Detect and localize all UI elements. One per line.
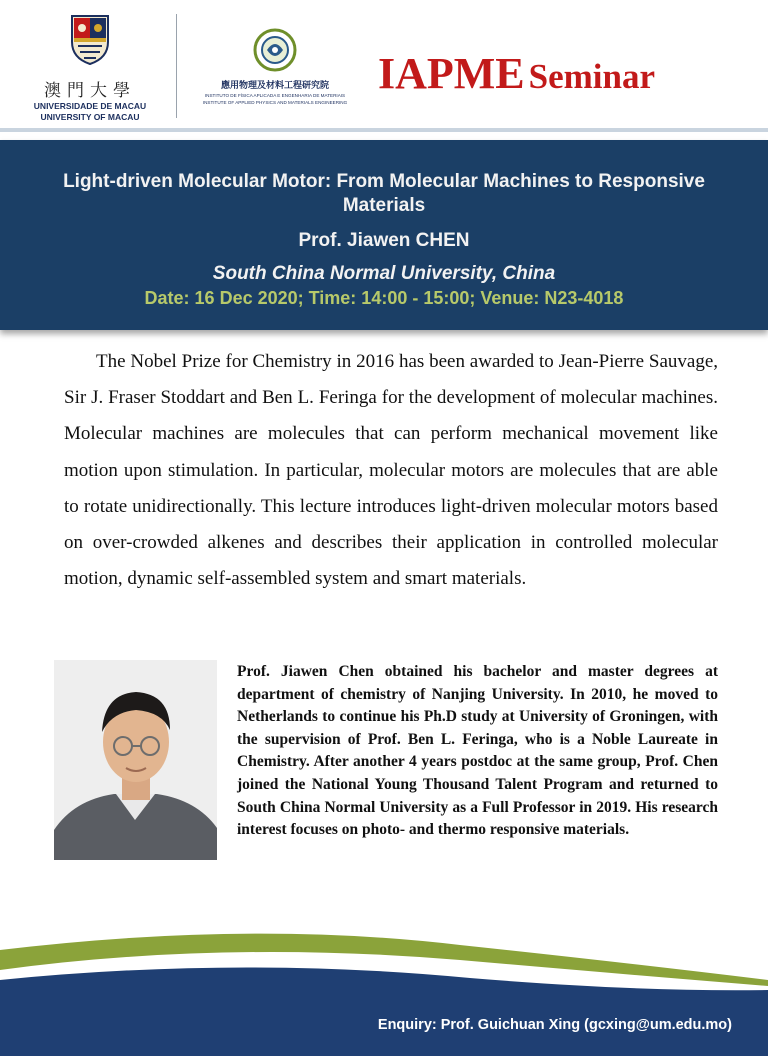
speaker-photo	[54, 660, 217, 860]
speaker-name: Prof. Jiawen CHEN	[298, 230, 470, 251]
header-rule	[0, 128, 768, 132]
um-chinese-name: 澳門大學	[44, 81, 136, 101]
iapme-chinese-name: 應用物理及材料工程研究院	[220, 81, 329, 91]
um-crest-icon	[68, 12, 112, 66]
talk-title: Light-driven Molecular Motor: From Molecular Machines to Responsive Materials	[63, 171, 705, 216]
poster-header	[0, 0, 768, 130]
iapme-emblem-icon	[253, 28, 297, 72]
speaker-affiliation: South China Normal University, China	[212, 263, 556, 284]
iapme-english-name: INSTITUTE OF APPLIED PHYSICS AND MATERIALS ENGINEERING	[202, 100, 348, 105]
abstract-text: The Nobel Prize for Chemistry in 2016 has been awarded to Jean-Pierre Sauvage, Sir J. Fraser Stoddart and Ben L. Feringa for the development of molecular machines. Molecular machines are molecules that can perform mechanical movement like motion upon stimulation. In particular, molecular motors are molecules that are able to rotate unidirectionally. This lecture introduces light-driven molecular motors based on over-crowded alkenes and describes their application in controlled molecular motion, dynamic self-assembled system and smart materials.	[64, 351, 718, 590]
seminar-title	[378, 48, 748, 99]
speaker-portrait-icon	[54, 660, 217, 860]
seminar-title-main: IAPME	[378, 49, 525, 98]
iapme-portuguese-name: INSTITUTO DE FÍSICA APLICADA E ENGENHARIA DE MATERIAIS	[204, 93, 346, 98]
speaker-bio: Prof. Jiawen Chen obtained his bachelor and master degrees at department of chemistry of Nanjing University. In 2010, he moved to Netherlands to continue his Ph.D study at University of Groningen, with the supervision of Prof. Ben L. Feringa, who is a Noble Laureate in Chemistry. After another 4 years postdoc at the same group, Prof. Chen joined the National Young Thousand Talent Program and returned to South China Normal University as a Full Professor in 2019. His research interest focuses on photo- and thermo responsive materials.	[237, 663, 718, 839]
seminar-title-sub: Seminar	[528, 57, 656, 96]
enquiry-contact: Enquiry: Prof. Guichuan Xing (gcxing@um.edu.mo)	[377, 1017, 732, 1033]
um-english-name: UNIVERSITY OF MACAU	[40, 112, 140, 122]
footer-wave	[0, 920, 768, 1056]
title-banner	[0, 140, 768, 330]
university-of-macau-logo	[20, 10, 160, 120]
logo-divider	[176, 14, 177, 118]
iapme-logo	[200, 28, 350, 108]
event-details: Date: 16 Dec 2020; Time: 14:00 - 15:00; Venue: N23-4018	[144, 288, 624, 308]
um-portuguese-name: UNIVERSIDADE DE MACAU	[33, 101, 147, 111]
